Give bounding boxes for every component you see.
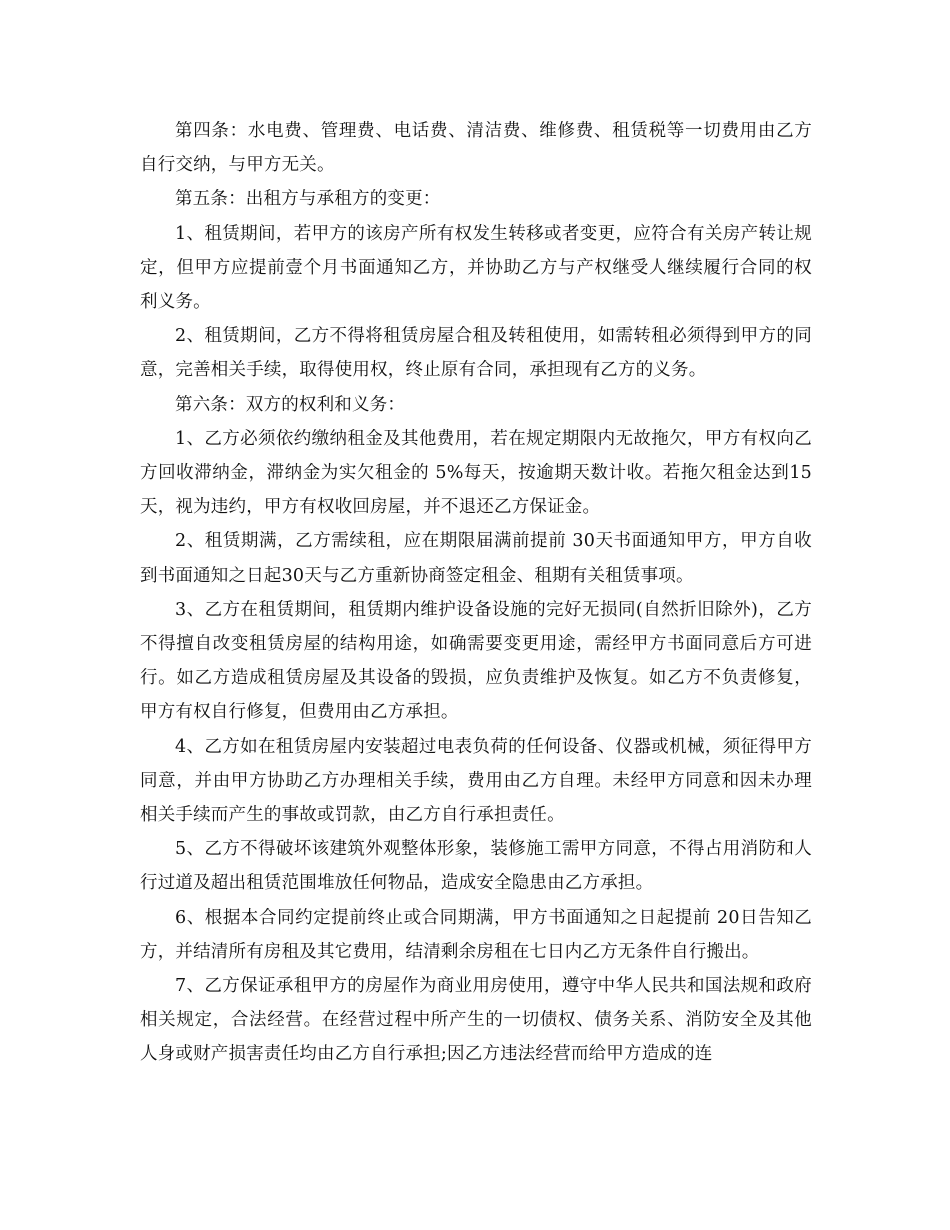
clause-6-item-6: 6、根据本合同约定提前终止或合同期满，甲方书面通知之日起提前 20日告知乙方，并结清所有房租及其它费用，结清剩余房租在七日内乙方无条件自行搬出。 (140, 907, 812, 962)
clause-6-item-5: 5、乙方不得破坏该建筑外观整体形象，装修施工需甲方同意，不得占用消防和人行过道及超出租赁范围堆放任何物品，造成安全隐患由乙方承担。 (140, 839, 812, 894)
clause-4-fees: 第四条：水电费、管理费、电话费、清洁费、维修费、租赁税等一切费用由乙方自行交纳，与甲方无关。 (140, 121, 812, 176)
clause-5-item-2: 2、租赁期间，乙方不得将租赁房屋合租及转租使用，如需转租必须得到甲方的同意，完善相关手续，取得使用权，终止原有合同，承担现有乙方的义务。 (140, 326, 812, 381)
clause-6-heading: 第六条：双方的权利和义务： (175, 394, 406, 415)
clause-5-heading: 第五条：出租方与承租方的变更： (175, 189, 441, 210)
clause-6-item-3: 3、乙方在租赁期间，租赁期内维护设备设施的完好无损同(自然折旧除外)，乙方不得擅自改变租赁房屋的结构用途，如确需要变更用途，需经甲方书面同意后方可进行。如乙方造成租赁房屋及其设备的毁损，应负责维护及恢复。如乙方不负责修复，甲方有权自行修复，但费用由乙方承担。 (140, 599, 812, 723)
clause-5-item-1: 1、租赁期间，若甲方的该房产所有权发生转移或者变更，应符合有关房产转让规定，但甲方应提前壹个月书面通知乙方，并协助乙方与产权继受人继续履行合同的权利义务。 (140, 223, 812, 313)
document-body (140, 114, 812, 1072)
clause-6-item-7: 7、乙方保证承租甲方的房屋作为商业用房使用，遵守中华人民共和国法规和政府相关规定，合法经营。在经营过程中所产生的一切债权、债务关系、消防安全及其他人身或财产损害责任均由乙方自行承担;因乙方违法经营而给甲方造成的连 (140, 976, 812, 1065)
clause-6-item-2: 2、租赁期满，乙方需续租，应在期限届满前提前 30天书面通知甲方，甲方自收到书面通知之日起30天与乙方重新协商签定租金、租期有关租赁事项。 (140, 531, 812, 586)
clause-6-item-1: 1、乙方必须依约缴纳租金及其他费用，若在规定期限内无故拖欠，甲方有权向乙方回收滞纳金，滞纳金为实欠租金的 5%每天，按逾期天数计收。若拖欠租金达到15天，视为违约，甲方有权收回房屋，并不退还乙方保证金。 (140, 428, 812, 518)
clause-6-item-4: 4、乙方如在租赁房屋内安装超过电表负荷的任何设备、仪器或机械，须征得甲方同意，并由甲方协助乙方办理相关手续，费用由乙方自理。未经甲方同意和因未办理相关手续而产生的事故或罚款，由乙方自行承担责任。 (140, 736, 812, 826)
